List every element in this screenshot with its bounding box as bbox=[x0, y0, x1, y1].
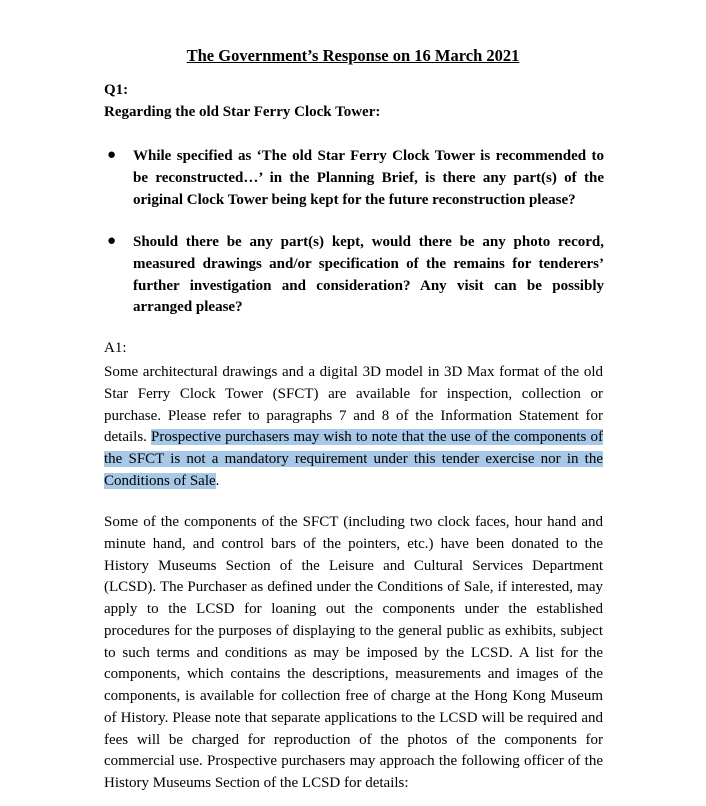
question-intro: Regarding the old Star Ferry Clock Tower: bbox=[104, 104, 381, 120]
question-label: Q1: bbox=[104, 82, 129, 98]
answer-paragraph-2: Some of the components of the SFCT (including two clock faces, hour hand and minute hand, and control bars of the pointers, etc.) have been donated to the History Museums Section of the Leisure and Cultural Services Department (LCSD). The Purchaser as defined under the Conditions of Sale, if interested, may apply to the LCSD for loaning out the components under the established procedures for the purposes of displaying to the general public as exhibits, subject to such terms and conditions as may be imposed by the LCSD. A list for the components, which contains the descriptions, measurements and images of the components, is available for collection free of charge at the Hong Kong Museum of History. Please note that separate applications to the LCSD will be required and fees will be charged for reproduction of the photos of the components for commercial use. Prospective purchasers may approach the following officer of the History Museums Section of the LCSD for details: bbox=[104, 514, 603, 791]
answer-text: Some architectural drawings and a digital 3D model in 3D Max format of the old Star Ferry Clock Tower (SFCT) are available for inspection, collection or purchase. Please refer to paragraphs 7 and 8 of the Information Statement for details. bbox=[104, 364, 603, 446]
bullet-text: While specified as ‘The old Star Ferry Clock Tower is recommended to be reconstructed…’ in the Planning Brief, is there any part(s) of the original Clock Tower being kept for the future reconstruction please? bbox=[133, 148, 604, 208]
highlighted-text: may wish to note that the use of the components of the SFCT is not a mandatory requirement bbox=[104, 429, 604, 467]
bullet-icon: ● bbox=[107, 147, 117, 163]
bullet-icon: ● bbox=[107, 233, 117, 249]
answer-text-end: . bbox=[215, 472, 220, 489]
page-title: The Government’s Response on 16 March 2021 bbox=[186, 46, 520, 65]
answer-label: A1: bbox=[104, 340, 127, 356]
bullet-text: Should there be any part(s) kept, would there be any photo record, measured drawings and/or specification of the remains for tenderers’ further investigation and consideration? Any visit can be possibly arranged please? bbox=[133, 234, 604, 316]
highlighted-text: Prospective purchasers bbox=[151, 429, 290, 446]
highlighted-text: under this tender exercise nor in the Conditions of Sale bbox=[104, 451, 603, 489]
answer-paragraph-1 bbox=[104, 362, 603, 493]
